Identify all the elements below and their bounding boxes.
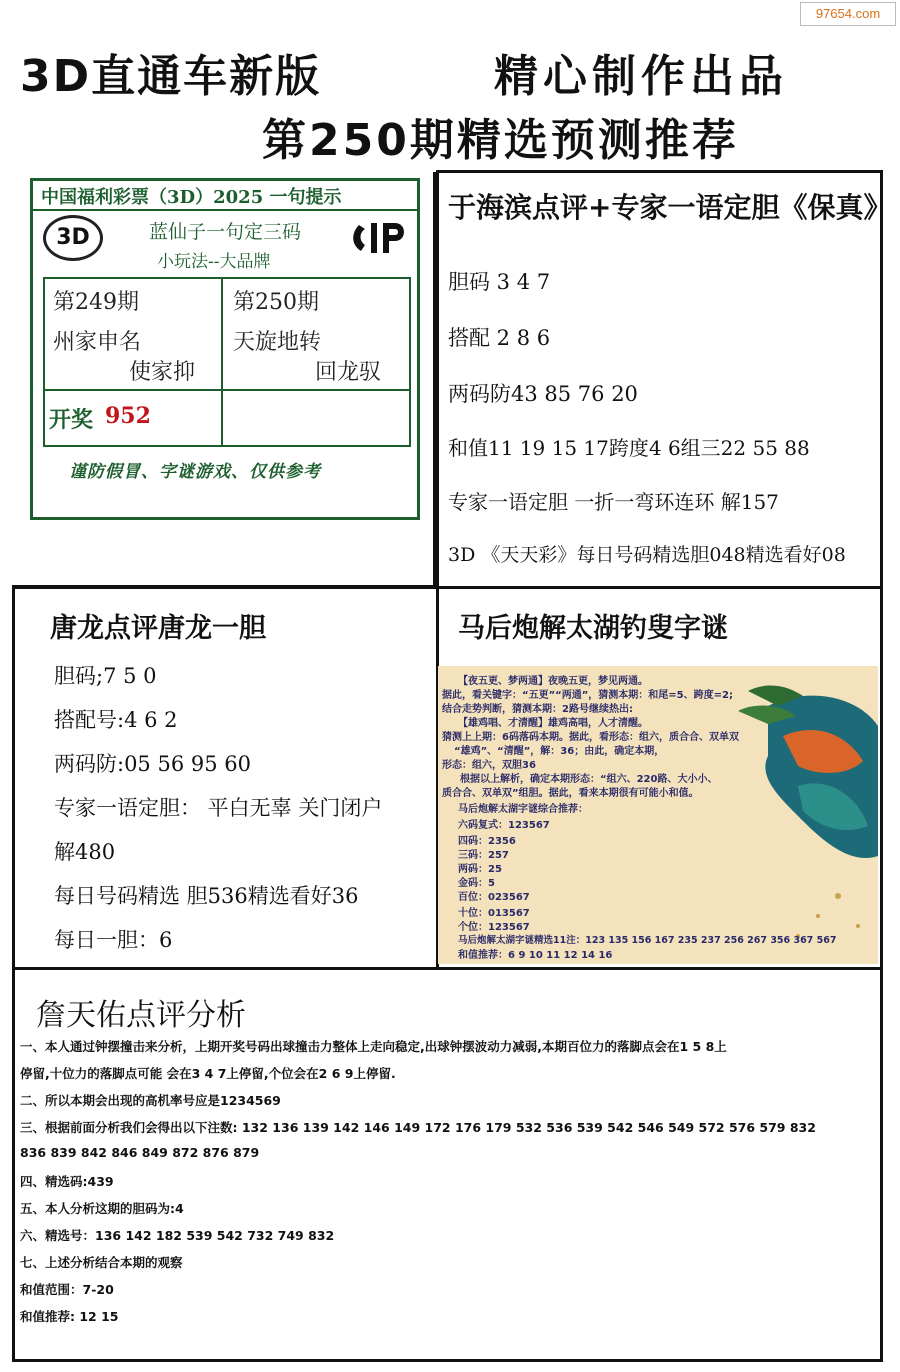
hint-card-footer: 谨防假冒、字谜游戏、仅供参考 <box>69 462 321 482</box>
taihu-line-5: 猜测上上期：6码落码本期。据此，看形态：组六，质合合、双单双 <box>442 732 739 743</box>
zhan-line-3: 二、所以本期会出现的高机率号应是1234569 <box>20 1093 281 1108</box>
prev-riddle-line1: 州家申名 <box>53 330 142 355</box>
taihu-line-6: “雄鸡”、“清醒”，解：36；由此，确定本期， <box>454 746 665 757</box>
yu-line-4: 和值11 19 15 17跨度4 6组三22 55 88 <box>448 436 810 460</box>
tang-line-5: 解480 <box>54 840 116 864</box>
tang-line-7: 每日一胆：6 <box>54 928 173 952</box>
ma-panel-title: 马后炮解太湖钓叟字谜 <box>458 613 728 644</box>
draw-cell-current <box>221 389 411 447</box>
site-watermark: 97654.com <box>800 2 896 26</box>
prev-riddle-line2: 使家抑 <box>129 360 196 385</box>
current-riddle-line2: 回龙驭 <box>315 360 382 385</box>
taihu-line-14: 两码：25 <box>458 864 502 875</box>
zhan-line-6: 四、精选码:439 <box>20 1174 114 1189</box>
3d-logo <box>43 215 103 261</box>
header-left-title: 3D直通车新版 <box>20 51 322 102</box>
zhan-line-1: 一、本人通过钟摆撞击来分析，上期开奖号码出球撞击力整体上走向稳定,出球钟摆波动力减弱,本期百位力的落脚点会在1 5 8上 <box>20 1039 727 1054</box>
taihu-line-3: 结合走势判断，猜测本期：2路号继续热出: <box>442 704 633 715</box>
taihu-line-8: 根据以上解析，确定本期形态：“组六、220路、大小小、 <box>460 774 718 785</box>
tang-line-1: 胆码;7 5 0 <box>54 664 157 688</box>
zhan-line-7: 五、本人分析这期的胆码为:4 <box>20 1201 184 1216</box>
taihu-line-7: 形态：组六，双胆36 <box>442 760 536 771</box>
taihu-line-17: 十位：013567 <box>458 908 530 919</box>
tang-panel-title: 唐龙点评唐龙一胆 <box>50 613 266 644</box>
current-riddle-line1: 天旋地转 <box>233 330 322 355</box>
zhan-line-11: 和值推荐: 12 15 <box>20 1309 119 1324</box>
taihu-line-19: 马后炮解太湖字谜精选11注：123 135 156 167 235 237 256 267 356 367 567 <box>458 935 837 946</box>
taihu-line-10: 马后炮解太湖字谜综合推荐： <box>458 804 588 815</box>
taihu-line-13: 三码：257 <box>458 850 509 861</box>
taihu-line-16: 百位：023567 <box>458 892 530 903</box>
hint-card-top-title: 中国福利彩票（3D）2025 一句提示 <box>41 187 342 208</box>
tang-line-3: 两码防:05 56 95 60 <box>54 752 251 776</box>
issue-subtitle: 第250期精选预测推荐 <box>262 115 739 166</box>
taihu-line-20: 和值推荐：6 9 10 11 12 14 16 <box>458 950 613 961</box>
taihu-line-12: 四码：2356 <box>458 836 516 847</box>
draw-label: 开奖 <box>49 407 94 433</box>
3d-logo-text: 3D <box>56 225 90 250</box>
zhan-panel-title: 詹天佑点评分析 <box>36 998 246 1033</box>
zhan-line-5: 836 839 842 846 849 872 876 879 <box>20 1145 260 1160</box>
taihu-line-4: 【雄鸡唱、才清醒】雄鸡高唱，人才清醒。 <box>458 718 648 729</box>
tang-line-2: 搭配号:4 6 2 <box>54 708 178 732</box>
taihu-riddle-image <box>438 666 878 964</box>
tang-line-6: 每日号码精选 胆536精选看好36 <box>54 884 359 908</box>
yu-line-6: 3D 《天天彩》每日号码精选胆048精选看好08 <box>448 544 846 566</box>
zhan-line-10: 和值范围：7-20 <box>20 1282 114 1297</box>
taihu-line-18: 个位：123567 <box>458 922 530 933</box>
prev-period: 第249期 <box>53 290 139 315</box>
current-period: 第250期 <box>233 290 319 315</box>
draw-value: 952 <box>105 403 151 429</box>
taihu-line-9: 质合合、双单双”组胆。据此，看来本期很有可能小和值。 <box>442 788 699 799</box>
zhan-line-2: 停留,十位力的落脚点可能 会在3 4 7上停留,个位会在2 6 9上停留. <box>20 1066 396 1081</box>
welfare-lottery-logo-icon <box>351 219 411 255</box>
hint-card <box>30 178 420 520</box>
header-right-title: 精心制作出品 <box>494 51 788 102</box>
taihu-line-2: 据此，看关键字：“五更”“两通”，猜测本期：和尾=5、跨度=2; <box>442 690 733 701</box>
hint-card-line1: 蓝仙子一句定三码 <box>149 221 302 243</box>
tang-line-4: 专家一语定胆： 平白无辜 关门闭户 <box>54 796 383 820</box>
yu-line-1: 胆码 3 4 7 <box>448 270 551 294</box>
yu-panel-title: 于海滨点评+专家一语定胆《保真》 <box>448 191 892 224</box>
zhan-line-4: 三、根据前面分析我们会得出以下注数: 132 136 139 142 146 149 172 176 179 532 536 539 542 546 549 572 576 579 832 <box>20 1120 816 1135</box>
yu-line-3: 两码防43 85 76 20 <box>448 382 638 406</box>
hint-card-top-rule <box>33 209 417 211</box>
hint-card-line2: 小玩法--大品牌 <box>157 252 271 272</box>
taihu-line-11: 六码复式：123567 <box>458 820 550 831</box>
yu-line-5: 专家一语定胆 一折一弯环连环 解157 <box>448 490 779 514</box>
zhan-line-8: 六、精选号：136 142 182 539 542 732 749 832 <box>20 1228 335 1243</box>
zhan-line-9: 七、上述分析结合本期的观察 <box>20 1255 183 1270</box>
taihu-line-1: 【夜五更、梦两通】夜晚五更，梦见两通。 <box>458 676 648 687</box>
taihu-line-15: 金码：5 <box>458 878 495 889</box>
yu-line-2: 搭配 2 8 6 <box>448 326 551 350</box>
